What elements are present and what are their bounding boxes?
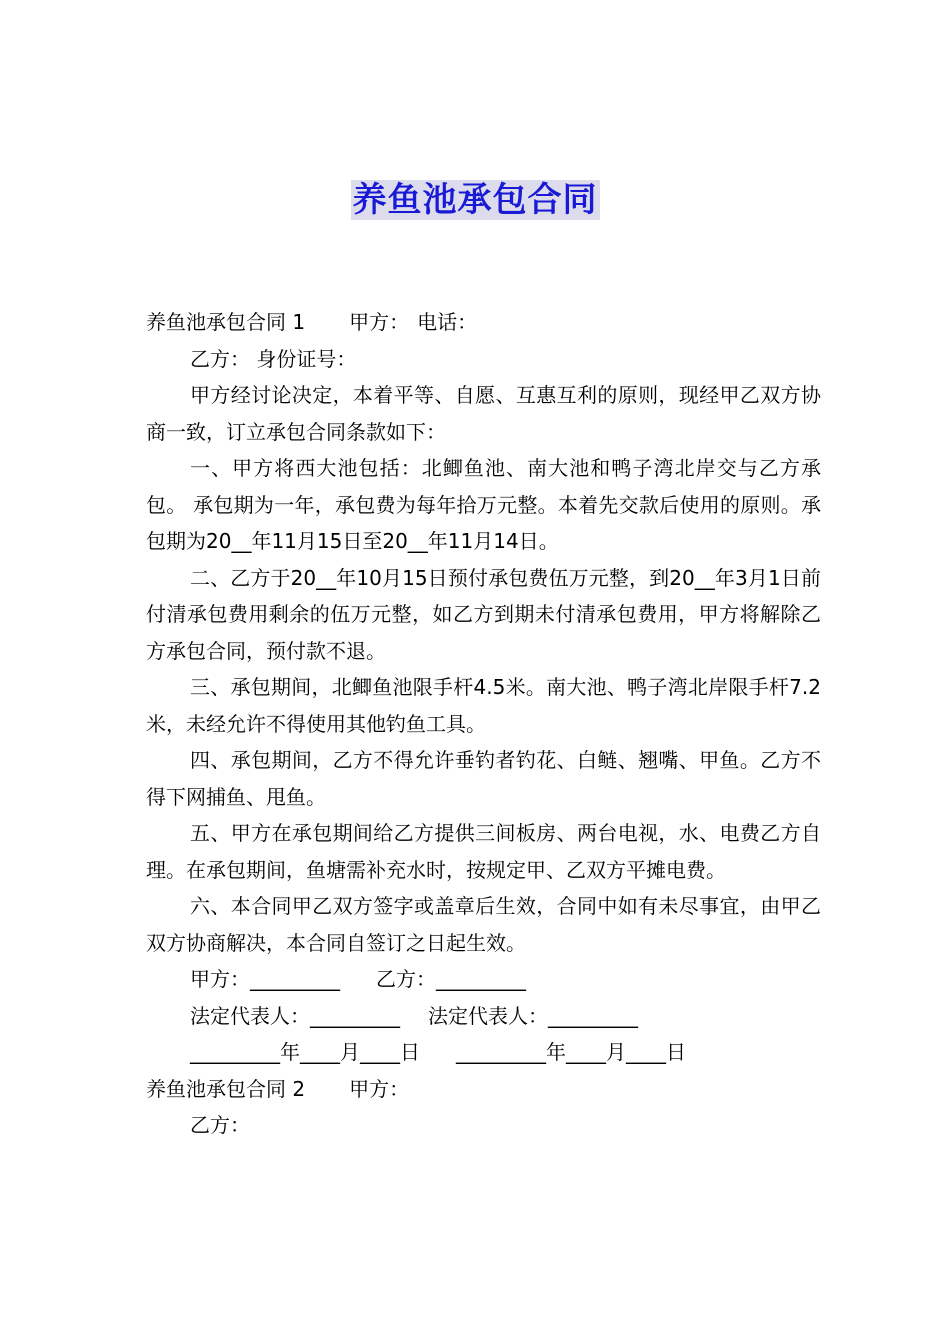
section1-phone-label: 电话： (417, 310, 478, 334)
section1-party-b-line: 乙方： 身份证号： (190, 346, 357, 371)
rep-party-b: 法定代表人：_________ (428, 1003, 638, 1028)
section1-heading: 养鱼池承包合同 1 (146, 310, 306, 334)
section2-party-a-label: 甲方： (349, 1076, 410, 1101)
document-body (146, 304, 821, 1144)
document-title-text: 养鱼池承包合同 (352, 180, 598, 220)
section1-party-a-label: 甲方： (349, 310, 410, 334)
rep-party-a: 法定代表人：_________ (190, 1003, 400, 1028)
clause-6: 六、本合同甲乙双方签字或盖章后生效，合同中如有未尽事宜，由甲乙双方协商解决，本合同自签订之日起生效。 (146, 894, 821, 955)
clause-4: 四、承包期间，乙方不得允许垂钓者钓花、白鲢、翘嘴、甲鱼。乙方不得下网捕鱼、甩鱼。 (146, 748, 821, 809)
section2-party-b-line: 乙方： (190, 1113, 250, 1137)
clause-5: 五、甲方在承包期间给乙方提供三间板房、两台电视，水、电费乙方自理。在承包期间，鱼塘需补充水时，按规定甲、乙双方平摊电费。 (146, 821, 821, 882)
clause-3: 三、承包期间，北鲫鱼池限手杆4.5米。南大池、鸭子湾北岸限手杆7.2米，未经允许不得使用其他钓鱼工具。 (146, 675, 821, 736)
representative-line (146, 998, 821, 1035)
signature-line (146, 961, 821, 998)
document-title (0, 176, 950, 224)
section1-intro: 甲方经讨论决定，本着平等、自愿、互惠互利的原则，现经甲乙双方协商一致，订立承包合同条款如下： (146, 383, 821, 444)
section2-header-line (146, 1071, 821, 1108)
date-party-b: _________年____月____日 (456, 1040, 686, 1064)
sign-party-b: 乙方：_________ (376, 967, 526, 991)
clause-1: 一、甲方将西大池包括：北鲫鱼池、南大池和鸭子湾北岸交与乙方承包。 承包期为一年，承包费为每年拾万元整。本着先交款后使用的原则。承包期为20__年11月15日至20__年11月14日。 (146, 456, 821, 553)
sign-party-a: 甲方：_________ (190, 967, 340, 991)
section1-header-line (146, 304, 821, 341)
clause-2: 二、乙方于20__年10月15日预付承包费伍万元整，到20__年3月1日前付清承包费用剩余的伍万元整，如乙方到期未付清承包费用，甲方将解除乙方承包合同，预付款不退。 (146, 565, 821, 663)
section2-heading: 养鱼池承包合同 2 (146, 1076, 306, 1101)
date-line (146, 1034, 821, 1071)
date-party-a: _________年____月____日 (190, 1040, 420, 1064)
